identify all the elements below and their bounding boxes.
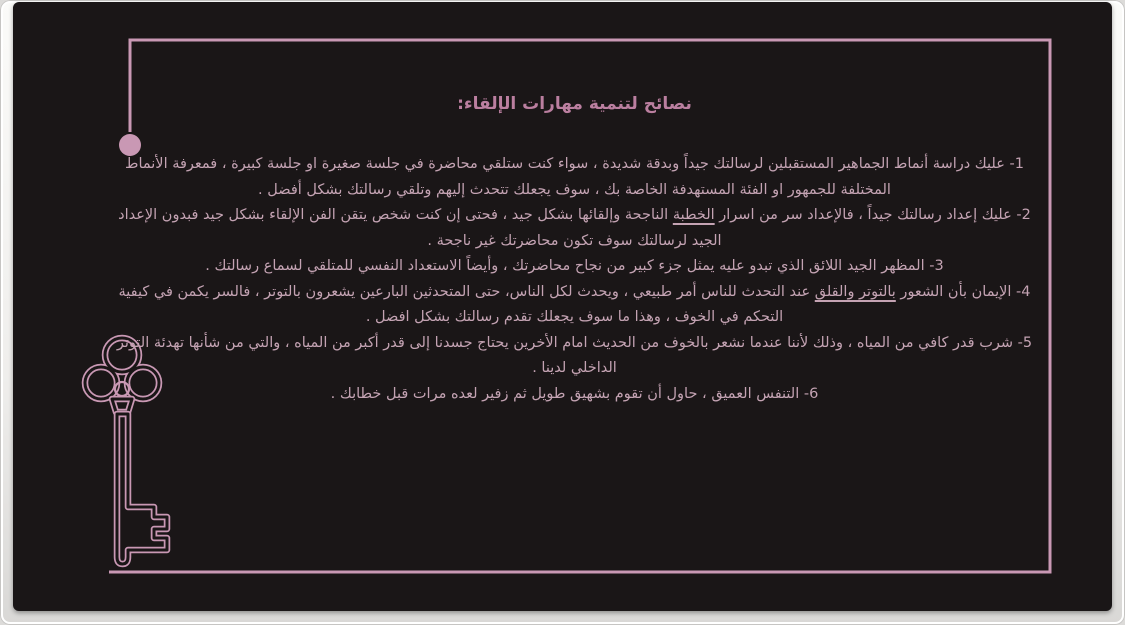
tip-text: الناجحة وإلقائها بشكل جيد ، فحتى إن كنت شخص يتقن الفن الإلقاء بشكل جيد فبدون الإعداد الجيد لرسالتك سوف تكون محاضرتك غير ناجحة . xyxy=(118,207,722,249)
tip-text: 3- المظهر الجيد اللائق الذي تبدو عليه يمثل جزء كبير من نجاح محاضرتك ، وأيضاً الاستعداد النفسي للمتلقي لسماع رسالتك . xyxy=(205,258,944,274)
tip-item xyxy=(101,254,1048,280)
tip-item xyxy=(101,331,1048,382)
tip-text: 2- عليك إعداد رسالتك جيداً ، فالإعداد سر من اسرار xyxy=(714,207,1031,223)
tip-text: 5- شرب قدر كافي من المياه ، وذلك لأننا عندما نشعر بالخوف من الحديث امام الأخرين يحتاج جسدنا إلى قدر أكبر من المياه ، والتي من شأنها تهدئة التوتر الداخلي لدينا . xyxy=(116,334,1033,376)
presentation-slide xyxy=(13,2,1112,611)
tip-text: 6- التنفس العميق ، حاول أن تقوم بشهيق طويل ثم زفير لعده مرات قبل خطابك . xyxy=(330,385,819,402)
underlined-phrase: الخطبة xyxy=(672,207,715,223)
tip-item xyxy=(101,382,1048,408)
tip-text: 4- الإيمان بأن الشعور xyxy=(895,283,1031,300)
slide-title: نصائح لتنمية مهارات الإلقاء: xyxy=(457,94,692,114)
tip-item xyxy=(101,152,1048,203)
underlined-phrase: بالتوتر والقلق xyxy=(814,283,896,300)
tip-text: 1- عليك دراسة أنماط الجماهير المستقبلين لرسالتك جيداً وبدقة شديدة ، سواء كنت ستلقي محاضرة في جلسة صغيرة او جلسة كبيرة ، فمعرفة الأنماط المختلفة للجمهور او الفئة المستهدفة الخاصة بك ، سوف يجعلك تتحدث إليهم وتلقي رسالتك بشكل أفضل . xyxy=(125,156,1024,198)
tips-list xyxy=(101,152,1048,407)
tip-text: عند التحدث للناس أمر طبيعي ، ويحدث لكل الناس، حتى المتحدثين البارعين يشعرون بالتوتر ، فالسر يكمن في كيفية التحكم في الخوف ، وهذا ما سوف يجعلك تقدم رسالتك بشكل افضل . xyxy=(118,283,815,325)
tip-item xyxy=(101,203,1048,254)
tip-item xyxy=(101,280,1048,331)
